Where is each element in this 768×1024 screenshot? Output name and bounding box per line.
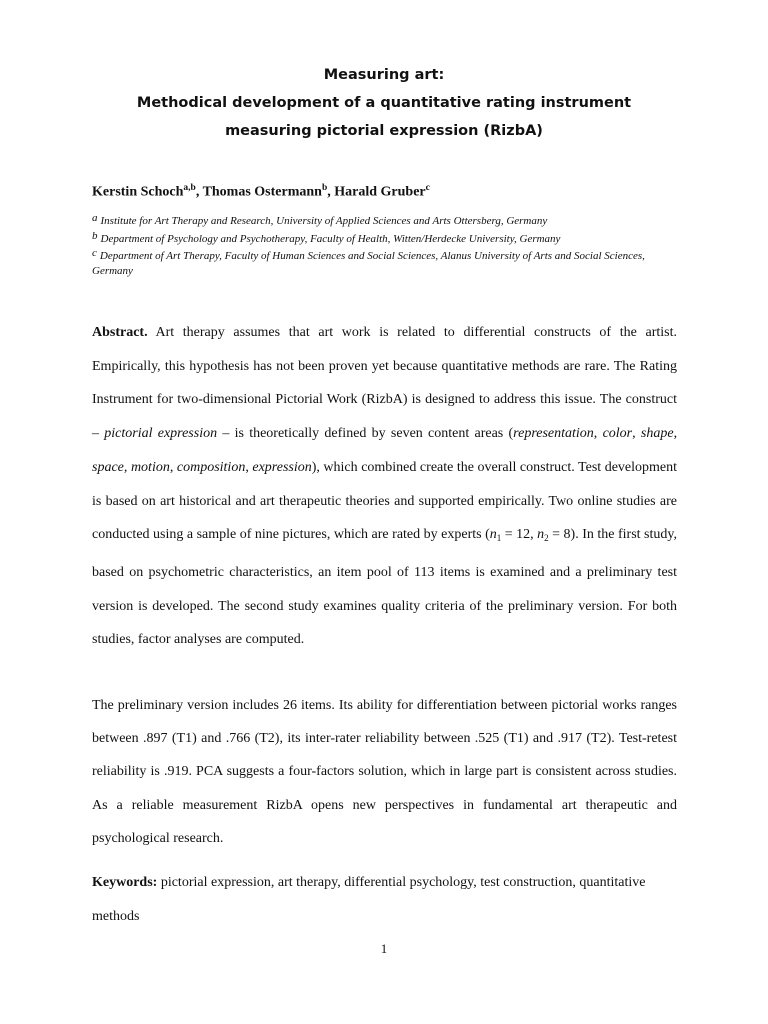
sample-size-subscript: 1 [496, 533, 502, 544]
sample-size-value: = 8 [548, 527, 571, 543]
abstract-label: Abstract. [92, 325, 148, 340]
affiliation [92, 246, 682, 279]
title-line-1: Measuring art: [323, 67, 445, 83]
sample-size-variable: n [489, 527, 497, 543]
author-separator: , [327, 184, 335, 200]
content-area: space [92, 459, 124, 475]
affiliation [92, 211, 682, 229]
area-separator: , [245, 459, 253, 475]
author-list [92, 183, 692, 201]
author-affiliation-mark: a,b [183, 183, 196, 193]
affiliation-text: Department of Psychology and Psychotherapy, Faculty of Health, Witten/Herdecke University, Germany [100, 233, 561, 245]
content-area: color [602, 426, 633, 442]
author-name: Harald Gruber [334, 184, 426, 200]
affiliation-mark: a [92, 212, 98, 224]
affiliation-text: Institute for Art Therapy and Research, University of Applied Sciences and Arts Ottersberg, Germany [100, 215, 548, 227]
abstract-text: ). In the first study, based on psychometric characteristics, an item pool of 113 items is examined and a preliminary test version is developed. The second study examines quality criteria of the preliminary version. For both studies, factor analyses are computed. [92, 527, 677, 648]
sample-size-value: = 12, [501, 527, 538, 543]
area-separator: , [123, 459, 131, 475]
area-separator: , [632, 426, 641, 442]
affiliation-mark: c [92, 247, 97, 259]
author-affiliation-mark: b [321, 183, 328, 193]
author-separator: , [195, 184, 203, 200]
area-separator: , [673, 426, 678, 442]
content-area: composition [176, 459, 246, 475]
results-paragraph: The preliminary version includes 26 items. Its ability for differentiation between pictorial works ranges between .897 (T1) and .766 (T2), its inter-rater reliability between .525 (T1) and .917 (T2). Test-retest reliability is .919. PCA suggests a four-factors solution, which in large part is consistent across studies. As a reliable measurement RizbA opens new perspectives in fundamental art therapeutic and psychological research. [92, 698, 677, 846]
sample-size-variable: n [537, 527, 545, 543]
author-name: Thomas Ostermann [202, 184, 322, 200]
affiliation [92, 229, 682, 247]
author-affiliation-mark: c [425, 183, 430, 193]
sample-size-subscript: 2 [544, 533, 549, 544]
abstract-text: – is theoretically defined by seven content areas ( [217, 426, 514, 442]
abstract-text: Art therapy assumes that art work is related to differential constructs of the artist. Empirically, this hypothesis has not been proven yet because quantitative methods are rare. The Rating Instrument for two-dimensional Pictorial Work (RizbA) is designed to address this issue. The construct – [92, 325, 677, 442]
page-number: 1 [380, 941, 388, 956]
affiliation-text: Department of Art Therapy, Faculty of Human Sciences and Social Sciences, Alanus University of Arts and Social Sciences, Germany [92, 250, 645, 277]
area-separator: , [593, 426, 603, 442]
content-area: shape [640, 426, 674, 442]
content-area: motion [130, 459, 170, 475]
affiliation-mark: b [92, 230, 98, 242]
content-area: expression [252, 459, 312, 475]
title-line-3: measuring pictorial expression (RizbA) [225, 123, 543, 139]
abstract-text: ), which combined create the overall construct. Test development is based on art historical and art therapeutic theories and supported empirically. Two online studies are conducted using a sample of nine pictures, which are rated by experts ( [92, 459, 678, 543]
content-area: representation [513, 426, 594, 442]
keywords-label: Keywords: [92, 875, 158, 890]
area-separator: , [169, 459, 177, 475]
title-line-2: Methodical development of a quantitative rating instrument [136, 95, 632, 111]
author-name: Kerstin Schoch [92, 184, 184, 200]
construct-term: pictorial expression [104, 426, 218, 442]
keywords-text: pictorial expression, art therapy, differential psychology, test construction, quantitative methods [92, 875, 646, 924]
keywords-paragraph [92, 866, 677, 934]
abstract-paragraph [92, 316, 677, 657]
